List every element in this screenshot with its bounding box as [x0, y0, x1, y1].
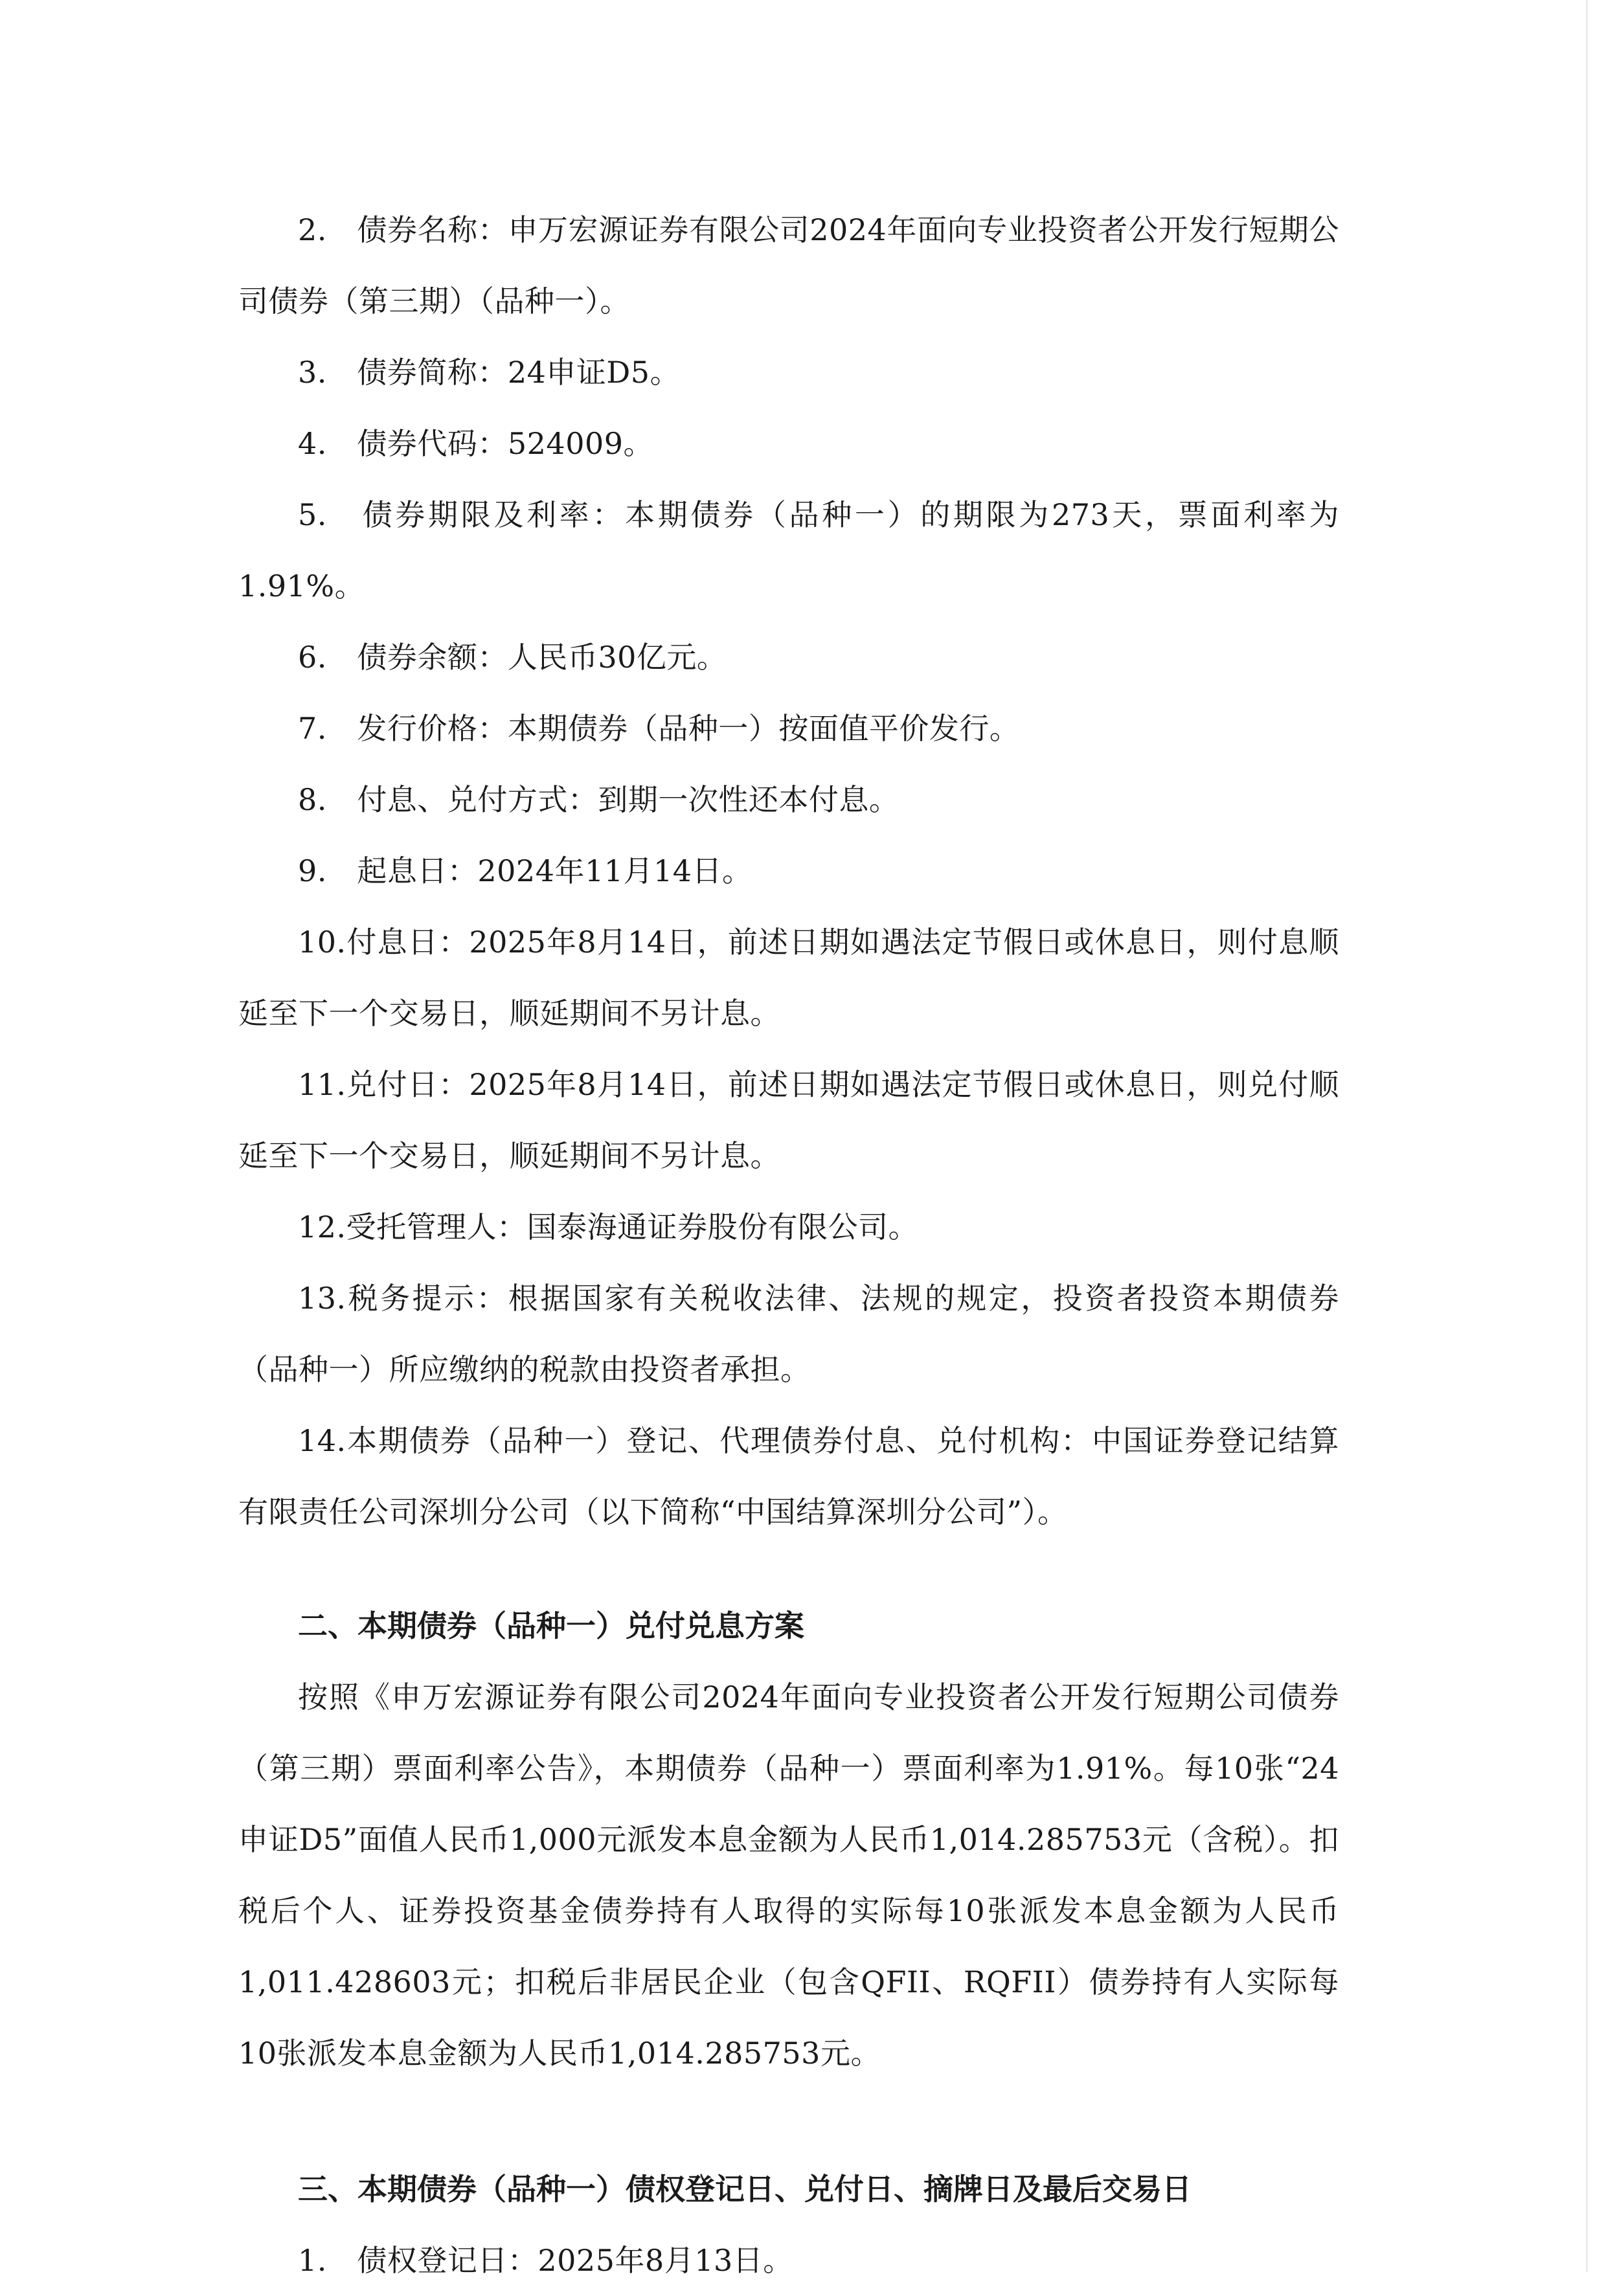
section-2-body: 按照《申万宏源证券有限公司2024年面向专业投资者公开发行短期公司债券（第三期）票面利率公告》，本期债券（品种一）票面利率为1.91%。每10张“24申证D5”面值人民币1,000元派发本息金额为人民币1,014.285753元（含税）。扣税后个人、证券投资基金债券持有人取得的实际每10张派发本息金额为人民币1,011.428603元；扣税后非居民企业（包含QFII、RQFII）债券持有人实际每10张派发本息金额为人民币1,014.285753元。	[238, 1680, 1339, 2071]
bond-term-rate-item: 5. 债券期限及利率：本期债券（品种一）的期限为273天，票面利率为1.91%。	[238, 497, 1339, 603]
trustee-item: 12.受托管理人：国泰海通证券股份有限公司。	[298, 1210, 919, 1244]
bond-code-item: 4. 债券代码：524009。	[298, 426, 653, 461]
section-spacer	[238, 1548, 1339, 1590]
payment-method-item: 8. 付息、兑付方式：到期一次性还本付息。	[298, 782, 899, 817]
value-date-item: 9. 起息日：2024年11月14日。	[298, 853, 752, 888]
tax-notice-item: 13.税务提示：根据国家有关税收法律、法规的规定，投资者投资本期债券（品种一）所应缴纳的税款由投资者承担。	[238, 1281, 1339, 1387]
bond-name-item: 2. 债券名称：申万宏源证券有限公司2024年面向专业投资者公开发行短期公司债券（第三期）（品种一）。	[238, 212, 1339, 319]
interest-payment-date-item: 10.付息日：2025年8月14日，前述日期如遇法定节假日或休息日，则付息顺延至下一个交易日，顺延期间不另计息。	[238, 925, 1339, 1031]
record-date-item: 1. 债权登记日：2025年8月13日。	[298, 2243, 793, 2278]
section-2-heading: 二、本期债券（品种一）兑付兑息方案	[298, 1608, 804, 1643]
section-spacer	[238, 2089, 1339, 2154]
bond-abbreviation-item: 3. 债券简称：24申证D5。	[298, 355, 681, 390]
issue-price-item: 7. 发行价格：本期债券（品种一）按面值平价发行。	[298, 711, 1020, 746]
document-body	[238, 194, 1339, 2296]
scan-edge-line	[1586, 0, 1588, 2272]
bond-balance-item: 6. 债券余额：人民币30亿元。	[298, 640, 727, 675]
section-3-heading: 三、本期债券（品种一）债权登记日、兑付日、摘牌日及最后交易日	[298, 2172, 1192, 2207]
registration-agent-item: 14.本期债券（品种一）登记、代理债券付息、兑付机构：中国证券登记结算有限责任公司深圳分公司（以下简称“中国结算深圳分公司”）。	[238, 1423, 1339, 1529]
redemption-date-item: 11.兑付日：2025年8月14日，前述日期如遇法定节假日或休息日，则兑付顺延至下一个交易日，顺延期间不另计息。	[238, 1067, 1339, 1173]
